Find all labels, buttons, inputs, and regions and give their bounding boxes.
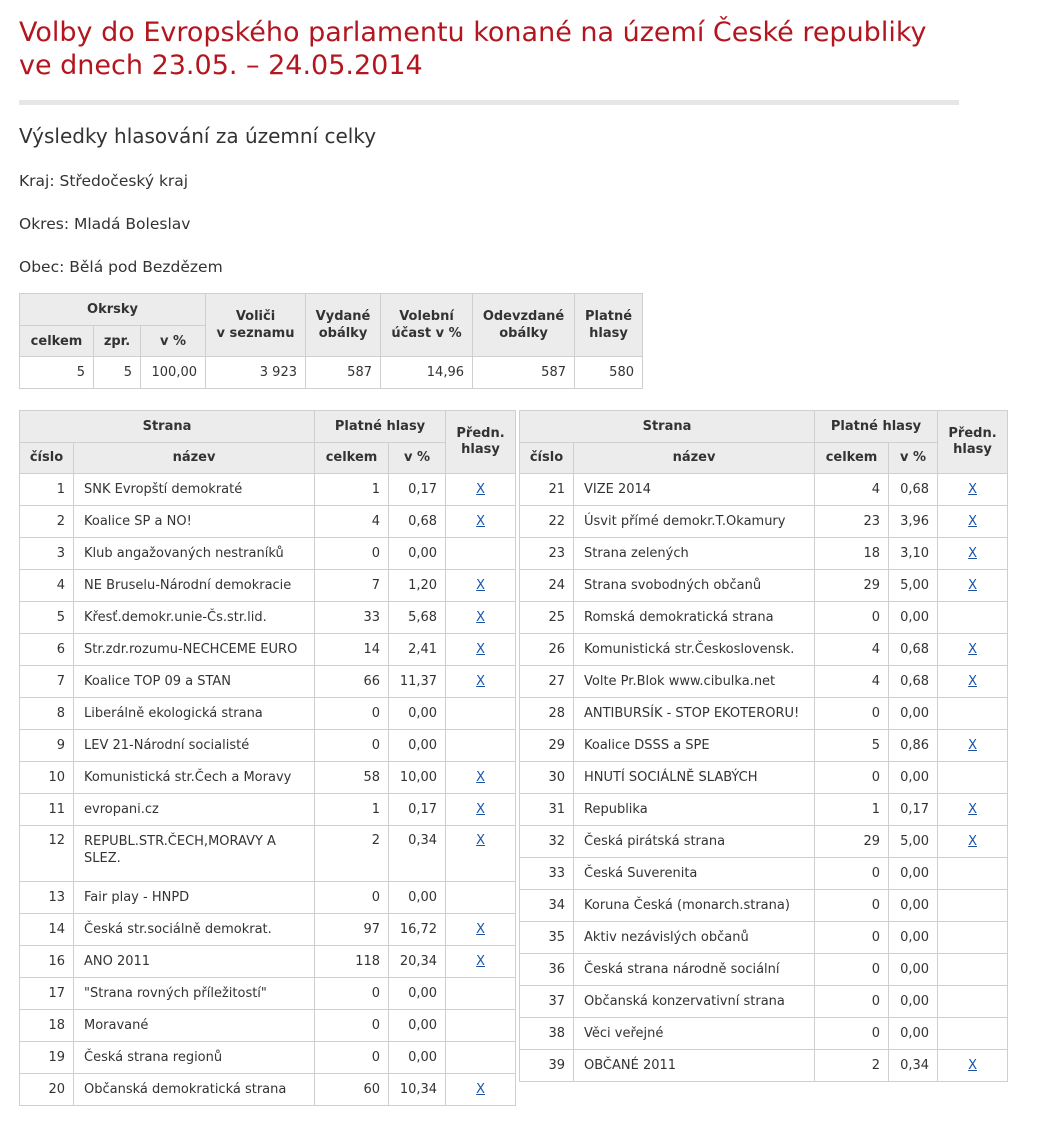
party-votes: 14: [315, 634, 389, 666]
pct-header: v %: [889, 443, 938, 474]
party-votes: 0: [315, 1042, 389, 1074]
odevzdane-value: 587: [473, 357, 575, 389]
party-number: 29: [520, 730, 574, 762]
party-row: [20, 914, 516, 946]
party-percent: 0,34: [889, 1050, 938, 1082]
preferential-votes-cell: [938, 570, 1008, 602]
party-percent: 0,00: [389, 882, 446, 914]
party-number: 20: [20, 1074, 74, 1106]
party-percent: 0,34: [389, 826, 446, 882]
party-percent: 5,00: [889, 570, 938, 602]
summary-table: [19, 293, 643, 389]
party-number: 10: [20, 762, 74, 794]
preferential-votes-cell: [938, 986, 1008, 1018]
party-number: 14: [20, 914, 74, 946]
party-row: [520, 602, 1008, 634]
party-votes: 0: [815, 762, 889, 794]
party-name: Česká strana regionů: [74, 1042, 315, 1074]
party-name: Strana svobodných občanů: [574, 570, 815, 602]
party-number: 25: [520, 602, 574, 634]
party-row: [520, 666, 1008, 698]
party-percent: 20,34: [389, 946, 446, 978]
party-votes: 0: [815, 922, 889, 954]
preferential-votes-cell: [446, 762, 516, 794]
party-row: [520, 1018, 1008, 1050]
party-percent: 0,00: [889, 602, 938, 634]
vydane-value: 587: [306, 357, 381, 389]
party-number: 27: [520, 666, 574, 698]
title-divider: [19, 100, 959, 105]
party-percent: 11,37: [389, 666, 446, 698]
preferential-votes-cell: [446, 474, 516, 506]
party-name: ANO 2011: [74, 946, 315, 978]
party-percent: 0,68: [389, 506, 446, 538]
preferential-votes-link[interactable]: X: [476, 610, 485, 625]
party-row: [20, 698, 516, 730]
party-number: 23: [520, 538, 574, 570]
preferential-votes-cell: [938, 698, 1008, 730]
okrsky-celkem-header: celkem: [20, 326, 94, 357]
party-name: Fair play - HNPD: [74, 882, 315, 914]
party-number: 39: [520, 1050, 574, 1082]
party-row: [520, 634, 1008, 666]
preferential-votes-link[interactable]: X: [968, 578, 977, 593]
party-percent: 0,00: [389, 698, 446, 730]
party-number: 35: [520, 922, 574, 954]
party-percent: 5,00: [889, 826, 938, 858]
party-row: [20, 538, 516, 570]
party-row: [520, 826, 1008, 858]
party-number: 7: [20, 666, 74, 698]
okrsky-celkem-value: 5: [20, 357, 94, 389]
vydane-header: Vydané obálky: [306, 294, 381, 357]
preferential-votes-cell: [938, 762, 1008, 794]
party-percent: 0,00: [389, 1010, 446, 1042]
party-name: OBČANÉ 2011: [574, 1050, 815, 1082]
party-votes: 0: [815, 954, 889, 986]
preferential-votes-cell: [446, 538, 516, 570]
party-number: 8: [20, 698, 74, 730]
party-row: [520, 922, 1008, 954]
nazev-header: název: [574, 443, 815, 474]
platne-value: 580: [575, 357, 643, 389]
platne-header: Platné hlasy: [575, 294, 643, 357]
party-row: [520, 986, 1008, 1018]
party-row: [20, 1042, 516, 1074]
party-number: 38: [520, 1018, 574, 1050]
party-percent: 0,86: [889, 730, 938, 762]
party-name: Republika: [574, 794, 815, 826]
party-number: 13: [20, 882, 74, 914]
preferential-votes-cell: [446, 794, 516, 826]
obec-label: Obec: Bělá pod Bezdězem: [19, 258, 223, 276]
okrsky-header: Okrsky: [20, 294, 206, 326]
preferential-votes-link[interactable]: X: [968, 674, 977, 689]
party-row: [20, 794, 516, 826]
party-row: [20, 506, 516, 538]
party-votes: 0: [815, 890, 889, 922]
celkem-header: celkem: [815, 443, 889, 474]
party-percent: 0,00: [889, 954, 938, 986]
preferential-votes-cell: [446, 730, 516, 762]
party-row: [20, 474, 516, 506]
party-name: Česká str.sociálně demokrat.: [74, 914, 315, 946]
party-votes: 0: [315, 978, 389, 1010]
preferential-votes-link[interactable]: X: [968, 482, 977, 497]
party-votes: 4: [315, 506, 389, 538]
party-row: [20, 730, 516, 762]
okres-label: Okres: Mladá Boleslav: [19, 215, 191, 233]
party-number: 24: [520, 570, 574, 602]
party-votes: 0: [315, 730, 389, 762]
preferential-votes-cell: [446, 666, 516, 698]
party-name: Věci veřejné: [574, 1018, 815, 1050]
party-number: 3: [20, 538, 74, 570]
party-number: 28: [520, 698, 574, 730]
party-percent: 10,34: [389, 1074, 446, 1106]
party-number: 37: [520, 986, 574, 1018]
party-votes: 58: [315, 762, 389, 794]
party-name: "Strana rovných příležitostí": [74, 978, 315, 1010]
party-name: Koalice TOP 09 a STAN: [74, 666, 315, 698]
preferential-votes-cell: [938, 1018, 1008, 1050]
party-votes: 1: [315, 474, 389, 506]
preferential-votes-cell: [938, 730, 1008, 762]
preferential-votes-cell: [446, 1042, 516, 1074]
preferential-votes-cell: [938, 922, 1008, 954]
party-votes: 0: [815, 986, 889, 1018]
party-row: [520, 474, 1008, 506]
party-row: [520, 762, 1008, 794]
party-name: Koalice SP a NO!: [74, 506, 315, 538]
party-votes: 29: [815, 570, 889, 602]
party-number: 32: [520, 826, 574, 858]
preferential-votes-link[interactable]: X: [476, 833, 485, 848]
party-percent: 10,00: [389, 762, 446, 794]
party-votes: 97: [315, 914, 389, 946]
party-number: 12: [20, 826, 74, 882]
party-row: [520, 538, 1008, 570]
platne-hlasy-header: Platné hlasy: [315, 411, 446, 443]
predn-hlasy-header: Předn. hlasy: [446, 411, 516, 474]
party-name: Koruna Česká (monarch.strana): [574, 890, 815, 922]
party-votes: 23: [815, 506, 889, 538]
okrsky-pct-header: v %: [141, 326, 206, 357]
party-number: 34: [520, 890, 574, 922]
preferential-votes-cell: [446, 1074, 516, 1106]
preferential-votes-link[interactable]: X: [476, 802, 485, 817]
okrsky-zpr-value: 5: [94, 357, 141, 389]
party-name: Česká strana národně sociální: [574, 954, 815, 986]
preferential-votes-link[interactable]: X: [476, 770, 485, 785]
preferential-votes-cell: [446, 506, 516, 538]
preferential-votes-cell: [446, 978, 516, 1010]
party-row: [20, 826, 516, 882]
preferential-votes-cell: [938, 1050, 1008, 1082]
okrsky-pct-value: 100,00: [141, 357, 206, 389]
party-percent: 1,20: [389, 570, 446, 602]
party-name: REPUBL.STR.ČECH,MORAVY A SLEZ.: [74, 826, 315, 882]
volici-header: Voliči v seznamu: [206, 294, 306, 357]
party-percent: 0,00: [389, 538, 446, 570]
nazev-header: název: [74, 443, 315, 474]
party-percent: 0,00: [889, 858, 938, 890]
party-votes: 0: [815, 602, 889, 634]
cislo-header: číslo: [520, 443, 574, 474]
preferential-votes-link[interactable]: X: [968, 834, 977, 849]
preferential-votes-cell: [446, 698, 516, 730]
party-percent: 0,00: [389, 1042, 446, 1074]
party-votes: 0: [315, 1010, 389, 1042]
party-row: [20, 946, 516, 978]
party-name: evropani.cz: [74, 794, 315, 826]
party-votes: 5: [815, 730, 889, 762]
party-number: 33: [520, 858, 574, 890]
party-name: ANTIBURSÍK - STOP EKOTERORU!: [574, 698, 815, 730]
party-row: [20, 882, 516, 914]
preferential-votes-cell: [938, 794, 1008, 826]
volici-value: 3 923: [206, 357, 306, 389]
platne-hlasy-header: Platné hlasy: [815, 411, 938, 443]
party-percent: 0,00: [389, 978, 446, 1010]
party-name: Str.zdr.rozumu-NECHCEME EURO: [74, 634, 315, 666]
party-row: [520, 858, 1008, 890]
party-name: Komunistická str.Čech a Moravy: [74, 762, 315, 794]
party-row: [520, 794, 1008, 826]
party-name: LEV 21-Národní socialisté: [74, 730, 315, 762]
party-number: 1: [20, 474, 74, 506]
preferential-votes-link[interactable]: X: [476, 578, 485, 593]
preferential-votes-link[interactable]: X: [476, 674, 485, 689]
party-votes: 0: [315, 698, 389, 730]
party-number: 30: [520, 762, 574, 794]
party-row: [520, 698, 1008, 730]
party-votes: 4: [815, 634, 889, 666]
preferential-votes-cell: [938, 890, 1008, 922]
party-name: Koalice DSSS a SPE: [574, 730, 815, 762]
party-name: Komunistická str.Československ.: [574, 634, 815, 666]
party-percent: 0,17: [389, 794, 446, 826]
party-percent: 2,41: [389, 634, 446, 666]
party-name: Romská demokratická strana: [574, 602, 815, 634]
party-row: [20, 1010, 516, 1042]
party-name: Strana zelených: [574, 538, 815, 570]
party-name: Klub angažovaných nestraníků: [74, 538, 315, 570]
party-percent: 0,00: [889, 890, 938, 922]
party-votes: 4: [815, 666, 889, 698]
preferential-votes-link[interactable]: X: [476, 954, 485, 969]
preferential-votes-cell: [938, 538, 1008, 570]
party-votes: 60: [315, 1074, 389, 1106]
party-row: [520, 730, 1008, 762]
party-name: Liberálně ekologická strana: [74, 698, 315, 730]
ucast-header: Volební účast v %: [381, 294, 473, 357]
preferential-votes-cell: [446, 914, 516, 946]
party-number: 18: [20, 1010, 74, 1042]
party-percent: 0,00: [889, 762, 938, 794]
party-name: Česká pirátská strana: [574, 826, 815, 858]
preferential-votes-link[interactable]: X: [968, 738, 977, 753]
party-name: Aktiv nezávislých občanů: [574, 922, 815, 954]
party-row: [20, 634, 516, 666]
preferential-votes-cell: [938, 506, 1008, 538]
cislo-header: číslo: [20, 443, 74, 474]
party-number: 16: [20, 946, 74, 978]
party-votes: 0: [315, 882, 389, 914]
preferential-votes-cell: [446, 634, 516, 666]
preferential-votes-cell: [938, 858, 1008, 890]
party-percent: 3,10: [889, 538, 938, 570]
party-row: [520, 954, 1008, 986]
parties-table-right: [519, 410, 1008, 1082]
party-name: Volte Pr.Blok www.cibulka.net: [574, 666, 815, 698]
party-votes: 0: [315, 538, 389, 570]
celkem-header: celkem: [315, 443, 389, 474]
party-percent: 0,68: [889, 474, 938, 506]
party-number: 2: [20, 506, 74, 538]
party-row: [20, 978, 516, 1010]
party-percent: 0,68: [889, 634, 938, 666]
party-row: [520, 506, 1008, 538]
party-number: 36: [520, 954, 574, 986]
odevzdane-header: Odevzdané obálky: [473, 294, 575, 357]
party-row: [520, 570, 1008, 602]
pct-header: v %: [389, 443, 446, 474]
party-number: 11: [20, 794, 74, 826]
section-subtitle: Výsledky hlasování za územní celky: [19, 124, 377, 148]
party-number: 4: [20, 570, 74, 602]
party-percent: 0,17: [889, 794, 938, 826]
party-number: 31: [520, 794, 574, 826]
party-votes: 4: [815, 474, 889, 506]
preferential-votes-link[interactable]: X: [968, 546, 977, 561]
page-title: Volby do Evropského parlamentu konané na území České republiky ve dnech 23.05. – 24.05.2014: [19, 17, 927, 81]
party-votes: 0: [815, 858, 889, 890]
party-name: Občanská demokratická strana: [74, 1074, 315, 1106]
party-percent: 16,72: [389, 914, 446, 946]
party-number: 5: [20, 602, 74, 634]
party-number: 17: [20, 978, 74, 1010]
party-votes: 66: [315, 666, 389, 698]
preferential-votes-cell: [446, 602, 516, 634]
preferential-votes-cell: [938, 666, 1008, 698]
party-name: Úsvit přímé demokr.T.Okamury: [574, 506, 815, 538]
preferential-votes-cell: [938, 602, 1008, 634]
party-percent: 0,00: [889, 1018, 938, 1050]
party-percent: 0,68: [889, 666, 938, 698]
party-row: [20, 602, 516, 634]
party-percent: 3,96: [889, 506, 938, 538]
preferential-votes-cell: [938, 954, 1008, 986]
party-row: [20, 1074, 516, 1106]
preferential-votes-cell: [446, 1010, 516, 1042]
preferential-votes-link[interactable]: X: [968, 514, 977, 529]
party-percent: 0,00: [889, 698, 938, 730]
kraj-label: Kraj: Středočeský kraj: [19, 172, 189, 190]
party-number: 26: [520, 634, 574, 666]
preferential-votes-link[interactable]: X: [968, 1058, 977, 1073]
preferential-votes-link[interactable]: X: [476, 482, 485, 497]
preferential-votes-link[interactable]: X: [968, 802, 977, 817]
party-name: Česká Suverenita: [574, 858, 815, 890]
party-votes: 2: [315, 826, 389, 882]
strana-header: Strana: [20, 411, 315, 443]
party-votes: 1: [815, 794, 889, 826]
party-name: VIZE 2014: [574, 474, 815, 506]
preferential-votes-link[interactable]: X: [476, 1082, 485, 1097]
preferential-votes-cell: [446, 570, 516, 602]
parties-table-left: [19, 410, 516, 1106]
party-number: 22: [520, 506, 574, 538]
party-name: NE Bruselu-Národní demokracie: [74, 570, 315, 602]
preferential-votes-link[interactable]: X: [476, 922, 485, 937]
party-votes: 29: [815, 826, 889, 858]
party-name: Křesť.demokr.unie-Čs.str.lid.: [74, 602, 315, 634]
preferential-votes-cell: [446, 882, 516, 914]
preferential-votes-link[interactable]: X: [476, 514, 485, 529]
party-name: Občanská konzervativní strana: [574, 986, 815, 1018]
party-row: [520, 1050, 1008, 1082]
preferential-votes-cell: [938, 474, 1008, 506]
party-votes: 2: [815, 1050, 889, 1082]
strana-header: Strana: [520, 411, 815, 443]
party-votes: 0: [815, 1018, 889, 1050]
preferential-votes-cell: [446, 946, 516, 978]
party-number: 21: [520, 474, 574, 506]
party-percent: 0,00: [889, 986, 938, 1018]
preferential-votes-link[interactable]: X: [968, 642, 977, 657]
preferential-votes-cell: [446, 826, 516, 882]
party-votes: 118: [315, 946, 389, 978]
preferential-votes-cell: [938, 826, 1008, 858]
party-name: HNUTÍ SOCIÁLNĚ SLABÝCH: [574, 762, 815, 794]
ucast-value: 14,96: [381, 357, 473, 389]
party-name: SNK Evropští demokraté: [74, 474, 315, 506]
predn-hlasy-header: Předn. hlasy: [938, 411, 1008, 474]
party-percent: 0,00: [889, 922, 938, 954]
party-votes: 33: [315, 602, 389, 634]
party-votes: 1: [315, 794, 389, 826]
party-percent: 5,68: [389, 602, 446, 634]
party-name: Moravané: [74, 1010, 315, 1042]
party-row: [20, 666, 516, 698]
okrsky-zpr-header: zpr.: [94, 326, 141, 357]
preferential-votes-link[interactable]: X: [476, 642, 485, 657]
party-number: 6: [20, 634, 74, 666]
party-percent: 0,17: [389, 474, 446, 506]
party-number: 19: [20, 1042, 74, 1074]
party-votes: 0: [815, 698, 889, 730]
party-votes: 7: [315, 570, 389, 602]
party-number: 9: [20, 730, 74, 762]
party-percent: 0,00: [389, 730, 446, 762]
party-row: [520, 890, 1008, 922]
party-row: [20, 762, 516, 794]
preferential-votes-cell: [938, 634, 1008, 666]
party-row: [20, 570, 516, 602]
party-votes: 18: [815, 538, 889, 570]
